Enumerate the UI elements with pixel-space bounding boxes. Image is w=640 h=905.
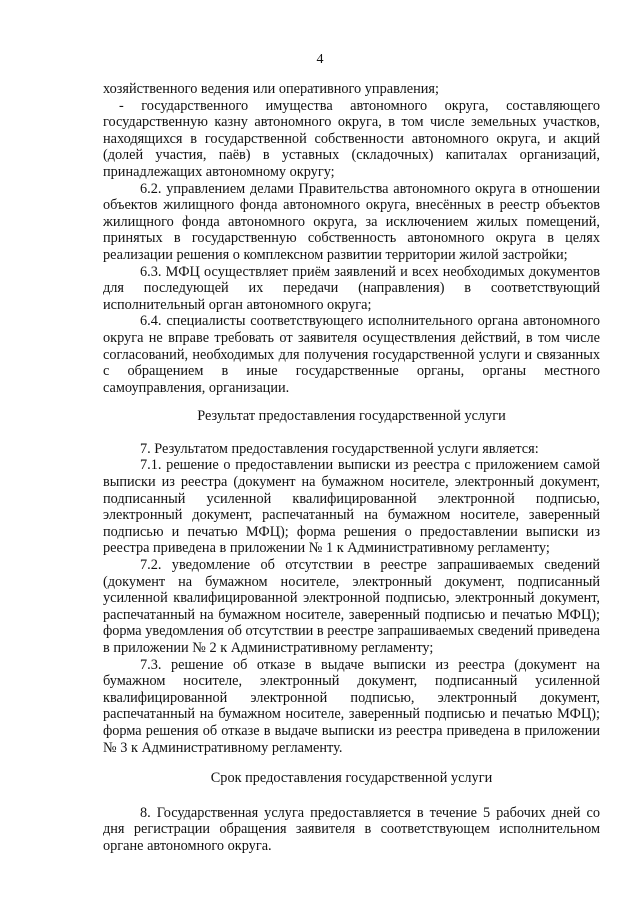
paragraph: 7.3. решение об отказе в выдаче выписки из реестра (документ на бумажном носителе, электронный документ, подписанный усиленной квалифицированной электронной подписью, электронный документ, распечатанный на бумажном носителе, заверенный подписью и печатью МФЦ); форма решения об отказе в выдаче выписки из реестра приведена в приложении № 3 к Административному регламенту. bbox=[103, 656, 600, 756]
paragraph: 7.1. решение о предоставлении выписки из реестра с приложением самой выписки из реестра (документ на бумажном носителе, электронный документ, подписанный усиленной квалифицированной электронной подписью, электронный документ, распечатанный на бумажном носителе, заверенный подписью и печатью МФЦ); форма решения о предоставлении выписки из реестра приведена в приложении № 1 к Административному регламенту; bbox=[103, 457, 600, 557]
paragraph: 6.4. специалисты соответствующего исполнительного органа автономного округа не вправе требовать от заявителя осуществления действий, в том числе согласований, необходимых для получения государственной услуги и связанных с обращением в иные государственные органы, органы местного самоуправления, организации. bbox=[103, 313, 600, 396]
paragraph: 7. Результатом предоставления государственной услуги является: bbox=[140, 440, 539, 457]
document-body bbox=[103, 81, 600, 855]
paragraph: 8. Государственная услуга предоставляется в течение 5 рабочих дней со дня регистрации обращения заявителя в соответствующем исполнительном органе автономного округа. bbox=[103, 804, 600, 854]
paragraph: 7.2. уведомление об отсутствии в реестре запрашиваемых сведений (документ на бумажном носителе, электронный документ, подписанный усиленной квалифицированной электронной подписью, электронный документ, распечатанный на бумажном носителе, заверенный подписью и печатью МФЦ); форма уведомления об отсутствии в реестре запрашиваемых сведений приведена в приложении № 2 к Административному регламенту; bbox=[103, 557, 600, 656]
paragraph: 6.3. МФЦ осуществляет приём заявлений и всех необходимых документов для последующей их передачи (направления) в соответствующий исполнительный орган автономного округа; bbox=[103, 263, 600, 313]
paragraph: хозяйственного ведения или оперативного управления; bbox=[103, 81, 439, 97]
paragraph: - государственного имущества автономного округа, составляющего государственную казну автономного округа, в том числе земельных участков, находящихся в государственной собственности автономного округа, и акций (долей участия, паёв) в уставных (складочных) капиталах организаций, принадлежащих автономному округу; bbox=[103, 97, 600, 180]
paragraph: 6.2. управлением делами Правительства автономного округа в отношении объектов жилищного фонда автономного округа, внесённых в реестр объектов жилищного фонда автономного округа, за исключением жилых помещений, принятых в государственную собственность автономного округа в целях реализации решения о комплексном развитии территории жилой застройки; bbox=[103, 180, 600, 263]
section-heading-term: Срок предоставления государственной услуги bbox=[210, 770, 493, 787]
section-heading-result: Результат предоставления государственной услуги bbox=[197, 408, 506, 425]
page-number: 4 bbox=[316, 52, 324, 67]
